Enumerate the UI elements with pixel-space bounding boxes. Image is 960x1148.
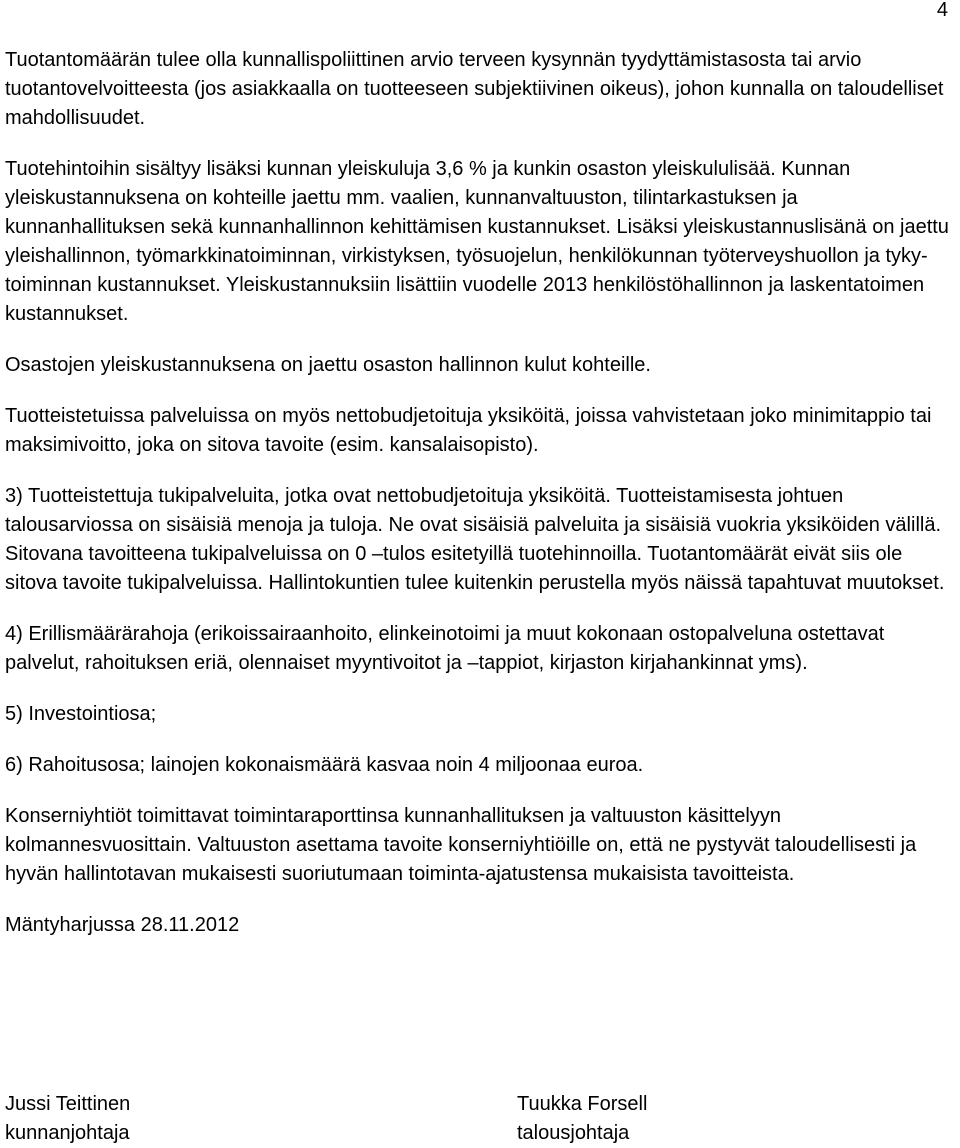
signature-left [5, 1090, 130, 1148]
signer-name: Tuukka Forsell [517, 1093, 648, 1115]
paragraph-group-companies: Konserniyhtiöt toimittavat toimintaraporttinsa kunnanhallituksen ja valtuuston käsittelyyn kolmannesvuosittain. Valtuuston asettama tavoite konserniyhtiöille on, että ne pystyvät taloudellisesti ja hyvän hallintotavan mukaisesti suoriutumaan toiminta-ajatustensa mukaisista tavoitteista. [5, 805, 917, 885]
place-and-date: Mäntyharjussa 28.11.2012 [5, 914, 240, 936]
paragraph-production-volume: Tuotantomäärän tulee olla kunnallispoliittinen arvio terveen kysynnän tyydyttämistasosta tai arvio tuotantovelvoitteesta (jos asiakkaalla on tuotteeseen subjektiivinen oikeus), johon kunnalla on taloudelliset mahdollisuudet. [5, 49, 944, 129]
paragraph-support-services: 3) Tuotteistettuja tukipalveluita, jotka ovat nettobudjetoituja yksiköitä. Tuotteistamisesta johtuen talousarviossa on sisäisiä menoja ja tuloja. Ne ovat sisäisiä palveluita ja sisäisiä vuokria yksiköiden välillä. Sitovana tavoitteena tukipalveluissa on 0 –tulos esitetyillä tuotehinnoilla. Tuotantomäärät eivät siis ole sitova tavoite tukipalveluissa. Hallintokuntien tulee kuitenkin perustella myös näissä tapahtuvat muutokset. [5, 485, 945, 594]
signer-title: kunnanjohtaja [5, 1122, 130, 1144]
page-number: 4 [936, 0, 948, 21]
paragraph-separate-appropriations: 4) Erillismäärärahoja (erikoissairaanhoito, elinkeinotoimi ja muut kokonaan ostopalveluna ostettavat palvelut, rahoituksen eriä, olennaiset myyntivoitot ja –tappiot, kirjaston kirjahankinnat yms). [5, 623, 885, 674]
signer-title: talousjohtaja [517, 1122, 630, 1144]
signature-right [517, 1090, 647, 1148]
paragraph-net-budgeted-units: Tuotteistetuissa palveluissa on myös nettobudjetoituja yksiköitä, joissa vahvistetaan joko minimitappio tai maksimivoitto, joka on sitova tavoite (esim. kansalaisopisto). [5, 405, 932, 456]
paragraph-investments: 5) Investointiosa; [5, 703, 157, 725]
document-body [5, 46, 955, 940]
paragraph-financing: 6) Rahoitusosa; lainojen kokonaismäärä kasvaa noin 4 miljoonaa euroa. [5, 754, 644, 776]
paragraph-department-overhead: Osastojen yleiskustannuksena on jaettu osaston hallinnon kulut kohteille. [5, 354, 651, 376]
signer-name: Jussi Teittinen [5, 1093, 131, 1115]
paragraph-overhead-costs: Tuotehintoihin sisältyy lisäksi kunnan yleiskuluja 3,6 % ja kunkin osaston yleiskululisää. Kunnan yleiskustannuksena on kohteille jaettu mm. vaalien, kunnanvaltuuston, tilintarkastuksen ja kunnanhallituksen sekä kunnanhallinnon kehittämisen kustannukset. Lisäksi yleiskustannuslisänä on jaettu yleishallinnon, työmarkkinatoiminnan, virkistyksen, työsuojelun, henkilökunnan työterveyshuollon ja tyky-toiminnan kustannukset. Yleiskustannuksiin lisättiin vuodelle 2013 henkilöstöhallinnon ja laskentatoimen kustannukset. [5, 158, 949, 325]
